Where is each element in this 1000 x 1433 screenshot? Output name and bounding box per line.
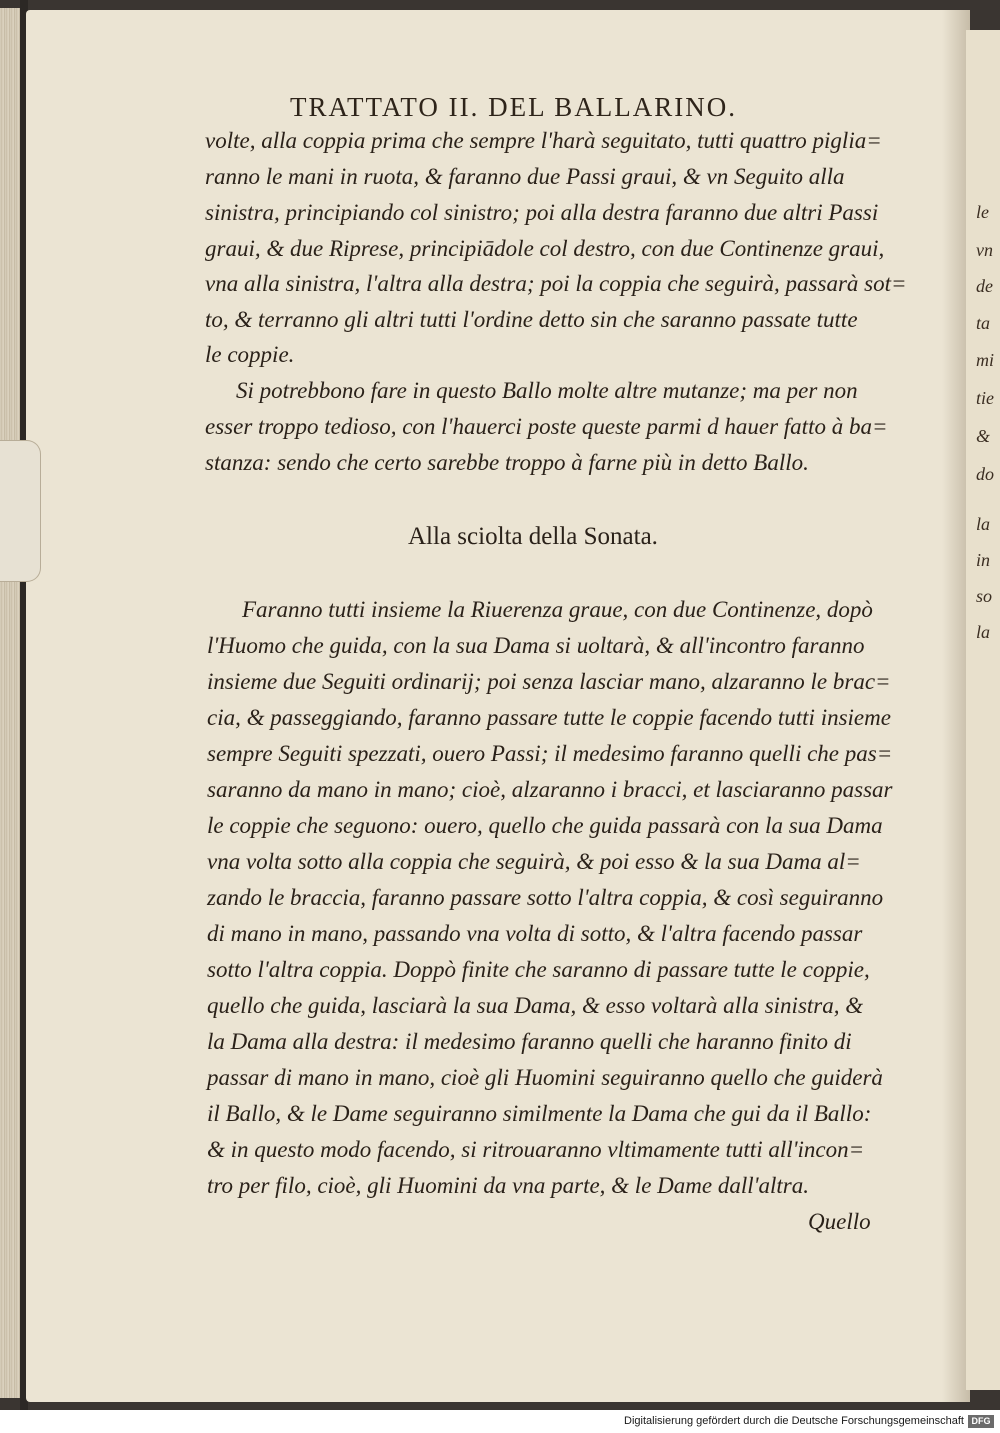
adjacent-page-fragment: in [976, 550, 991, 570]
text-line: passar di mano in mano, cioè gli Huomini seguiranno quello che guiderà [207, 1065, 883, 1090]
text-line: volte, alla coppia prima che sempre l'harà seguitato, tutti quattro piglia= [205, 128, 882, 153]
text-line: sempre Seguiti spezzati, ouero Passi; il medesimo faranno quelli che pas= [207, 741, 893, 766]
text-line: to, & terranno gli altri tutti l'ordine detto sin che saranno passate tutte [205, 307, 858, 332]
footer-credit: Digitalisierung gefördert durch die Deutsche Forschungsgemeinschaft [624, 1415, 964, 1427]
adjacent-page-fragment: vn [976, 240, 993, 260]
text-line: tro per filo, cioè, gli Huomini da vna parte, & le Dame dall'altra. [207, 1173, 810, 1198]
adjacent-page [966, 30, 1000, 1390]
text-line: le coppie. [205, 342, 295, 367]
adjacent-page-fragment: la [976, 514, 991, 534]
adjacent-page-fragment: so [976, 586, 993, 606]
adjacent-page-fragment: & [976, 426, 991, 446]
text-line: stanza: sendo che certo sarebbe troppo à farne più in detto Ballo. [205, 450, 809, 475]
section-heading: Alla sciolta della Sonata. [408, 523, 658, 550]
text-line: insieme due Seguiti ordinarij; poi senza lasciar mano, alzaranno le brac= [207, 669, 891, 694]
text-line: vna volta sotto alla coppia che seguirà, & poi esso & la sua Dama al= [207, 849, 861, 874]
adjacent-page-fragment: ta [976, 313, 991, 333]
text-line: Si potrebbono fare in questo Ballo molte altre mutanze; ma per non [236, 378, 858, 403]
text-line: la Dama alla destra: il medesimo faranno quelli che haranno finito di [207, 1029, 852, 1054]
text-line: & in questo modo facendo, si ritrouaranno vltimamente tutti all'incon= [207, 1137, 865, 1162]
text-line: l'Huomo che guida, con la sua Dama si uoltarà, & all'incontro faranno [207, 633, 865, 658]
text-line: esser troppo tedioso, con l'hauerci poste queste parmi d hauer fatto à ba= [205, 414, 888, 439]
adjacent-page-fragment: do [976, 464, 994, 484]
adjacent-page-fragment: la [976, 622, 991, 642]
text-line: le coppie che seguono: ouero, quello che guida passarà con la sua Dama [207, 813, 883, 838]
text-line: saranno da mano in mano; cioè, alzaranno i bracci, et lasciaranno passar [207, 777, 893, 802]
adjacent-page-fragment: tie [976, 388, 994, 408]
adjacent-page-fragment: mi [976, 350, 994, 370]
text-line: graui, & due Riprese, principiādole col destro, con due Continenze graui, [205, 236, 885, 261]
text-line: cia, & passeggiando, faranno passare tutte le coppie facendo tutti insieme [207, 705, 891, 730]
text-line: vna alla sinistra, l'altra alla destra; poi la coppia che seguirà, passarà sot= [205, 271, 907, 296]
page-edges [0, 8, 22, 1398]
dfg-logo: DFG [968, 1415, 994, 1428]
running-head: TRATTATO II. DEL BALLARINO. [290, 92, 738, 122]
text-line: il Ballo, & le Dame seguiranno similmente la Dama che gui da il Ballo: [207, 1101, 872, 1126]
text-line: di mano in mano, passando vna volta di sotto, & l'altra facendo passar [207, 921, 863, 946]
text-line: quello che guida, lasciarà la sua Dama, & esso voltarà alla sinistra, & [207, 993, 864, 1018]
text-line: Faranno tutti insieme la Riuerenza graue, con due Continenze, dopò [242, 597, 873, 622]
bookmark-tab [0, 440, 41, 582]
text-line: sotto l'altra coppia. Doppò finite che saranno di passare tutte le coppie, [207, 957, 870, 982]
text-line: sinistra, principiando col sinistro; poi alla destra faranno due altri Passi [205, 200, 879, 225]
adjacent-page-fragment: le [976, 202, 989, 222]
digitization-footer [0, 1410, 1000, 1433]
catchword: Quello [808, 1209, 871, 1234]
text-line: ranno le mani in ruota, & faranno due Passi graui, & vn Seguito alla [205, 164, 845, 189]
adjacent-page-fragment: de [976, 276, 993, 296]
text-line: zando le braccia, faranno passare sotto l'altra coppia, & così seguiranno [207, 885, 884, 910]
